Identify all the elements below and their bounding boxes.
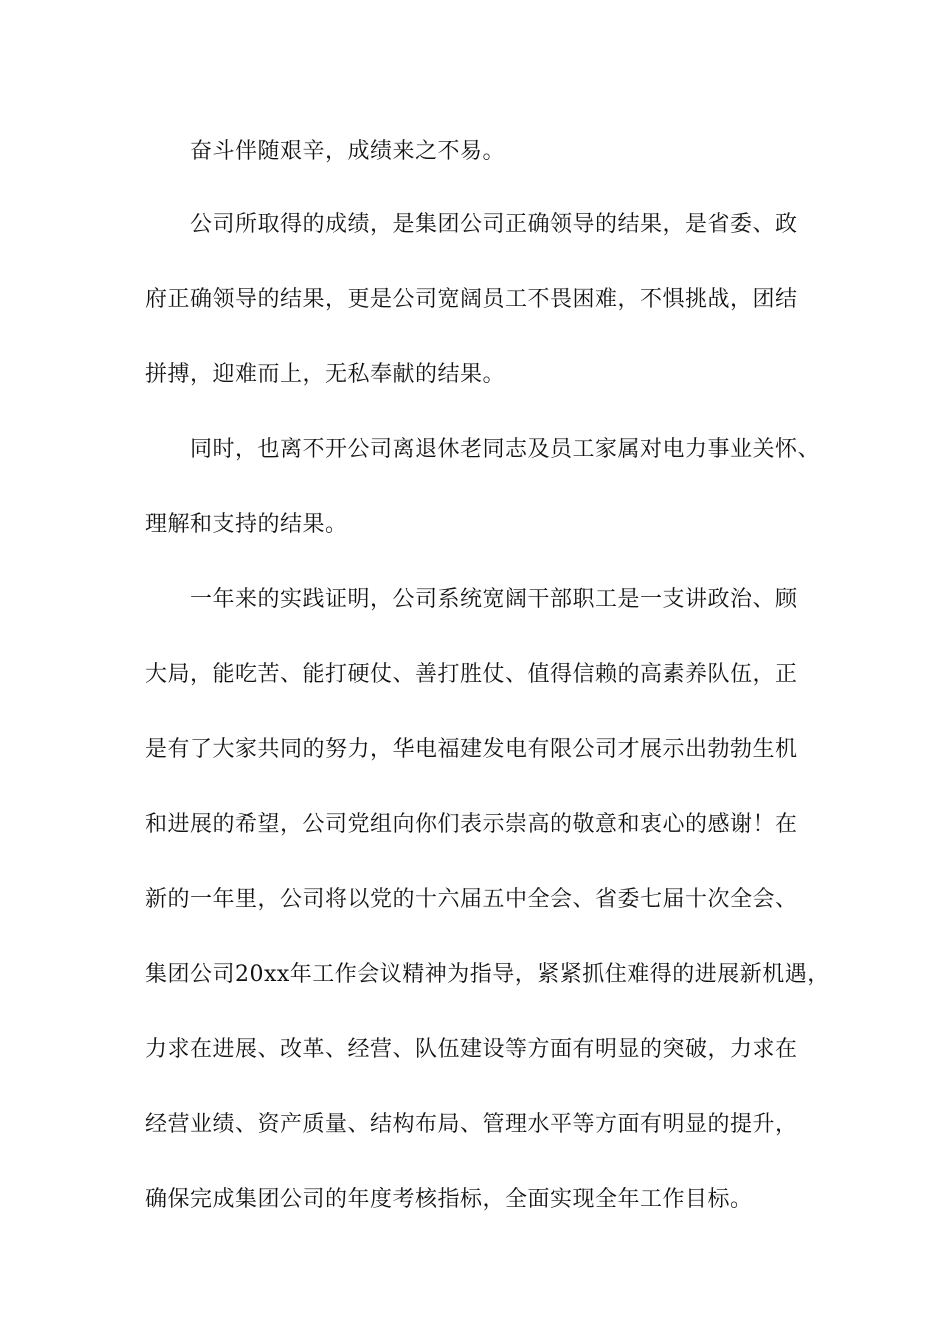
paragraph-1-line-1: 奋斗伴随艰辛，成绩来之不易。 <box>190 139 506 164</box>
paragraph-4-line-1: 一年来的实践证明，公司系统宽阔干部职工是一支讲政治、顾 <box>190 587 798 612</box>
paragraph-4-line-9: 确保完成集团公司的年度考核指标，全面实现全年工作目标。 <box>145 1187 753 1212</box>
paragraph-2-line-1: 公司所取得的成绩，是集团公司正确领导的结果，是省委、政 <box>190 212 798 237</box>
paragraph-3-line-1: 同时，也离不开公司离退休老同志及员工家属对电力事业关怀、 <box>190 437 821 462</box>
paragraph-3-line-2: 理解和支持的结果。 <box>145 512 348 537</box>
paragraph-4-line-3: 是有了大家共同的努力，华电福建发电有限公司才展示出勃勃生机 <box>145 737 798 762</box>
paragraph-4-line-5: 新的一年里，公司将以党的十六届五中全会、省委七届十次全会、 <box>145 887 798 912</box>
paragraph-4-line-8: 经营业绩、资产质量、结构布局、管理水平等方面有明显的提升， <box>145 1112 798 1137</box>
paragraph-4-line-2: 大局，能吃苦、能打硬仗、善打胜仗、值得信赖的高素养队伍，正 <box>145 662 798 687</box>
paragraph-4-line-7: 力求在进展、改革、经营、队伍建设等方面有明显的突破，力求在 <box>145 1037 798 1062</box>
paragraph-2-line-2: 府正确领导的结果，更是公司宽阔员工不畏困难，不惧挑战，团结 <box>145 287 798 312</box>
paragraph-2-line-3: 拼搏，迎难而上，无私奉献的结果。 <box>145 362 506 387</box>
paragraph-4-line-4: 和进展的希望，公司党组向你们表示崇高的敬意和衷心的感谢！在 <box>145 812 798 837</box>
paragraph-4-line-6: 集团公司20xx年工作会议精神为指导，紧紧抓住难得的进展新机遇， <box>145 962 830 987</box>
